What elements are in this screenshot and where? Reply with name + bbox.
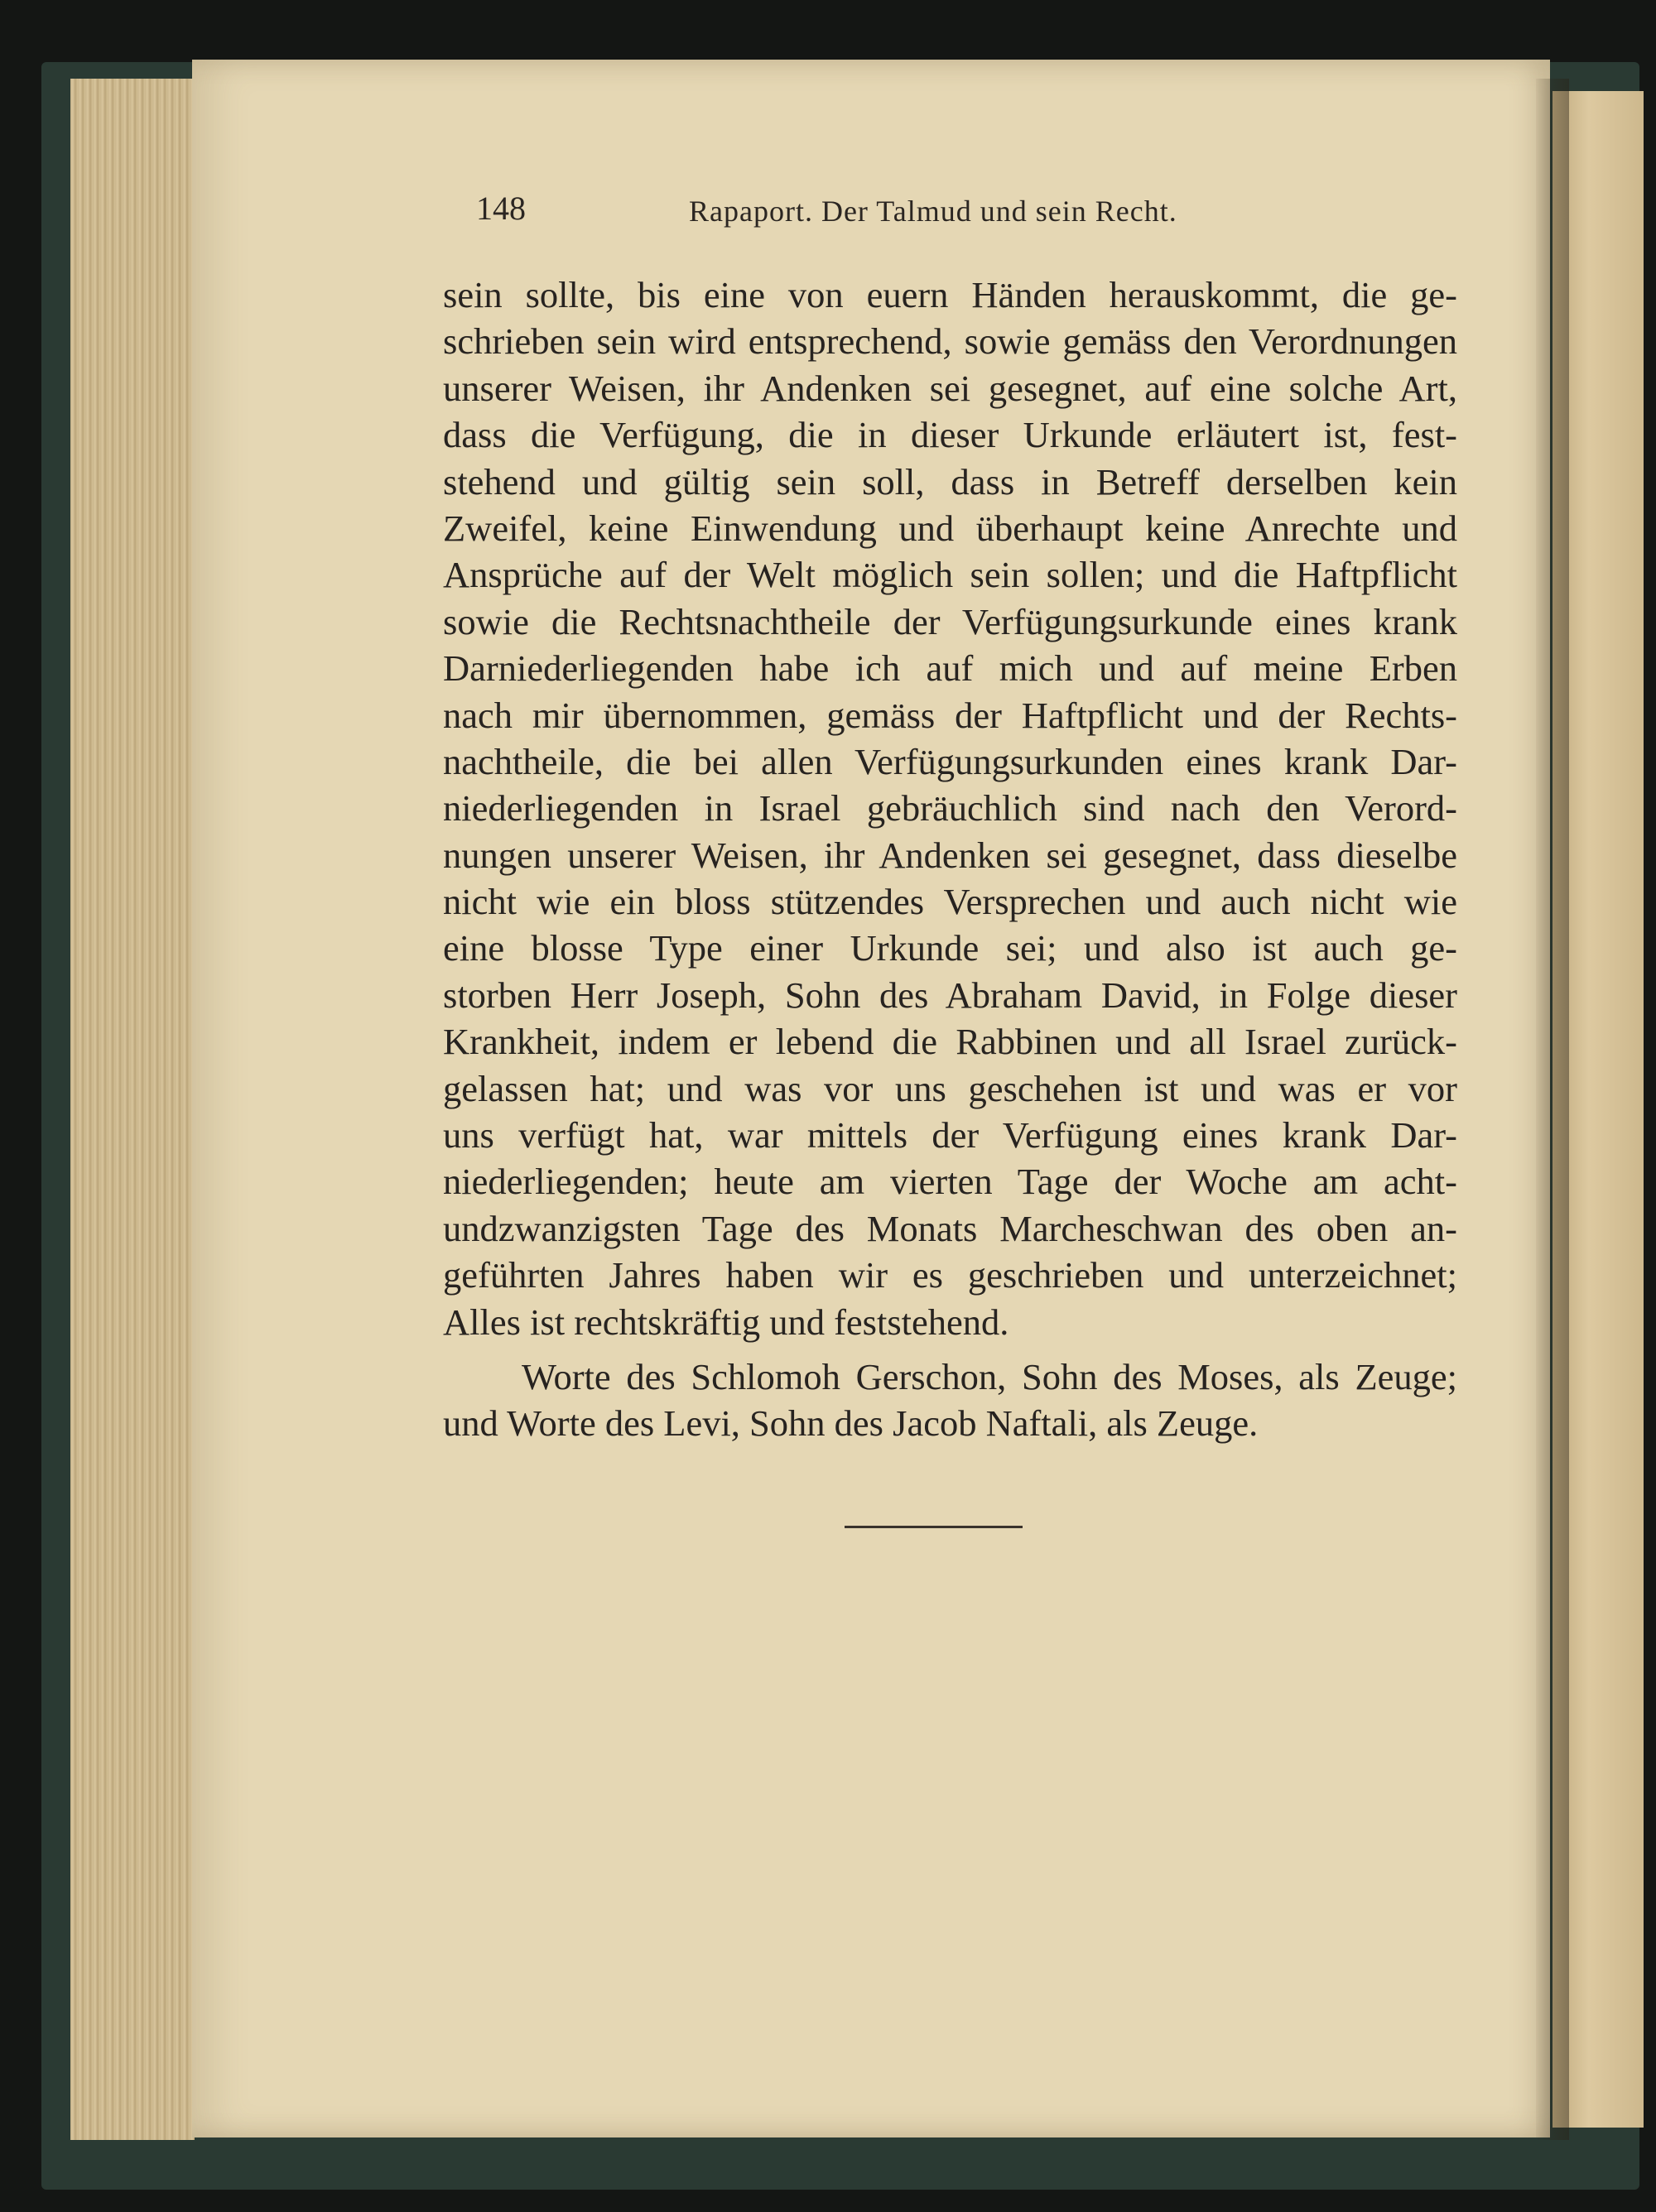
text-line: und Worte des Levi, Sohn des Jacob Naftali, als Zeuge. (443, 1402, 1259, 1445)
text-line: geführten Jahres haben wir es geschrieben und unterzeichnet; (443, 1254, 1457, 1296)
text-line: nungen unserer Weisen, ihr Andenken sei gesegnet, dass dieselbe (443, 834, 1457, 876)
text-line: Worte des Schlomoh Gerschon, Sohn des Moses, als Zeuge; (522, 1355, 1457, 1397)
text-line: nicht wie ein bloss stützendes Versprechen und auch nicht wie (443, 881, 1457, 923)
page-edge-stack (70, 79, 195, 2140)
text-line: stehend und gültig sein soll, dass in Betreff derselben kein (443, 460, 1457, 503)
body-text (443, 272, 1457, 1447)
text-line: unserer Weisen, ihr Andenken sei gesegnet, auf eine solche Art, (443, 367, 1457, 409)
running-title: Rapaport. Der Talmud und sein Recht. (689, 195, 1177, 228)
text-line: sowie die Rechtsnachtheile der Verfügungsurkunde eines krank (443, 600, 1457, 642)
page-number: 148 (476, 190, 526, 227)
text-line: eine blosse Type einer Urkunde sei; und also ist auch ge- (443, 927, 1457, 969)
text-line: dass die Verfügung, die in dieser Urkunde erläutert ist, fest- (443, 414, 1457, 456)
running-header (282, 189, 1358, 238)
text-line: niederliegenden; heute am vierten Tage der Woche am acht- (443, 1161, 1457, 1203)
text-line: Zweifel, keine Einwendung und überhaupt keine Anrechte und (443, 507, 1457, 549)
text-line: Alles ist rechtskräftig und feststehend. (443, 1301, 1009, 1343)
text-line: nachtheile, die bei allen Verfügungsurkunden eines krank Dar- (443, 740, 1457, 782)
text-line: Darniederliegenden habe ich auf mich und auf meine Erben (443, 647, 1457, 690)
text-line: nach mir übernommen, gemäss der Haftpflicht und der Rechts- (443, 694, 1457, 736)
text-line: uns verfügt hat, war mittels der Verfügung eines krank Dar- (443, 1114, 1457, 1156)
paragraph-1 (443, 272, 1457, 1345)
text-line: undzwanzigsten Tage des Monats Marcheschwan des oben an- (443, 1207, 1457, 1249)
text-line: Ansprüche auf der Welt möglich sein sollen; und die Haftpflicht (443, 554, 1457, 596)
text-line: niederliegenden in Israel gebräuchlich sind nach den Verord- (443, 787, 1457, 830)
text-line: schrieben sein wird entsprechend, sowie gemäss den Verordnungen (443, 320, 1457, 363)
text-line: gelassen hat; und was vor uns geschehen ist und was er vor (443, 1067, 1457, 1109)
text-line: Krankheit, indem er lebend die Rabbinen und all Israel zurück- (443, 1021, 1457, 1063)
paragraph-2 (443, 1354, 1457, 1447)
text-line: sein sollte, bis eine von euern Händen herauskommt, die ge- (443, 274, 1457, 315)
gutter-shadow (1536, 79, 1569, 2140)
section-end-rule (845, 1526, 1023, 1528)
text-line: storben Herr Joseph, Sohn des Abraham David, in Folge dieser (443, 974, 1457, 1016)
